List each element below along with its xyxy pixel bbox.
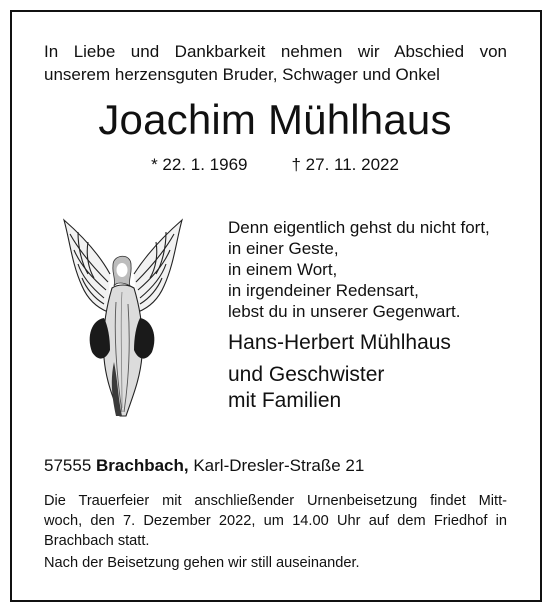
funeral-note — [44, 491, 507, 551]
life-dates — [0, 154, 550, 176]
note-line: woch, den 7. Dezember 2022, um 14.00 Uhr auf dem Friedhof in — [44, 513, 507, 529]
poem-line: in einem Wort, — [228, 260, 338, 279]
address-zip: 57555 — [44, 456, 92, 475]
poem-line: in einer Geste, — [228, 239, 339, 258]
address-town: Brachbach, — [96, 456, 189, 475]
intro-text — [44, 40, 507, 86]
mourners — [228, 330, 451, 414]
angel-icon — [58, 212, 186, 420]
deceased-name: Joachim Mühlhaus — [98, 96, 452, 143]
death-date: † 27. 11. 2022 — [291, 155, 399, 174]
note-line: Die Trauerfeier mit anschließender Urnenbeisetzung findet Mitt- — [44, 493, 507, 509]
intro-line: In Liebe und Dankbarkeit nehmen wir Abschied von — [44, 42, 507, 61]
mourner-line: und Geschwister — [228, 363, 385, 386]
poem-line: in irgendeiner Redensart, — [228, 281, 419, 300]
note-line: Brachbach statt. — [44, 533, 150, 549]
poem-line: Denn eigentlich gehst du nicht fort, — [228, 218, 490, 237]
birth-date: * 22. 1. 1969 — [151, 155, 248, 174]
address-street: Karl-Dresler-Straße 21 — [193, 456, 365, 475]
mourner-line: mit Familien — [228, 389, 342, 412]
address — [44, 455, 364, 477]
closing-note: Nach der Beisetzung gehen wir still auseinander. — [44, 555, 360, 571]
poem-line: lebst du in unserer Gegenwart. — [228, 302, 461, 321]
mourner-name: Hans-Herbert Mühlhaus — [228, 331, 451, 354]
intro-line: unserem herzensguten Bruder, Schwager und Onkel — [44, 65, 440, 84]
poem — [228, 217, 490, 322]
